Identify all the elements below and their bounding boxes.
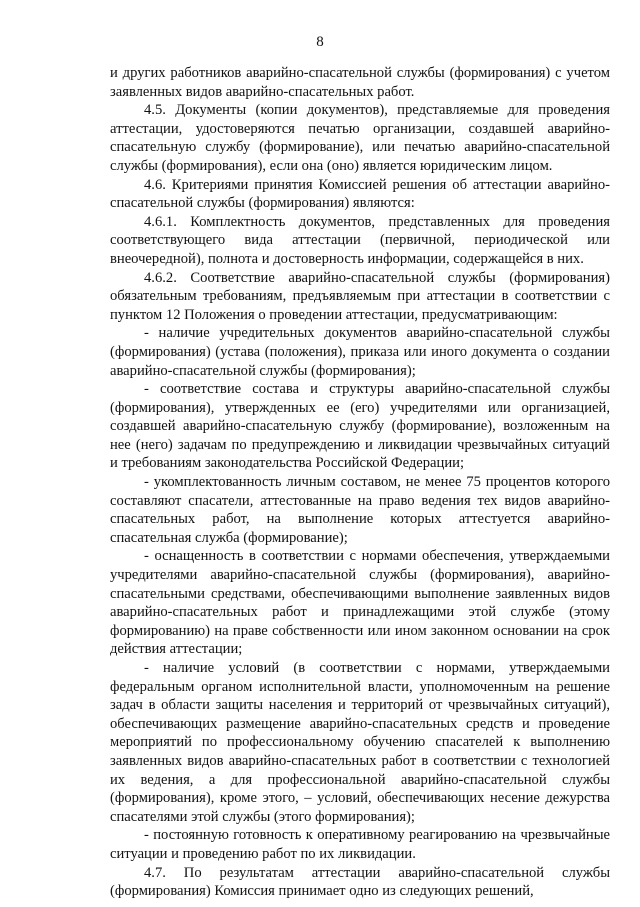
paragraph-4-6: 4.6. Критериями принятия Комиссией решения об аттестации аварийно-спасательной службы (формирования) являются: [110,176,610,212]
paragraph-4-5: 4.5. Документы (копии документов), представляемые для проведения аттестации, удостоверяются печатью организации, создавшей аварийно-спасательную службу (формирование), или печатью аварийно-спасательной службы (формирования), если она (оно) является юридическим лицом. [110,102,610,174]
list-item-structure-compliance: - соответствие состава и структуры аварийно-спасательной службы (формирования), утвержденных ее (его) учредителями или организацией, создавшей аварийно-спасательную службу (формирование), возложенным на нее (него) задачам по предупреждению и ликвидации чрезвычайных ситуаций и требованиям законодательства Российской Федерации; [110,381,610,472]
page-number: 8 [316,34,324,50]
document-body [110,64,610,901]
paragraph-4-7: 4.7. По результатам аттестации аварийно-спасательной службы (формирования) Комиссия принимает одно из следующих решений, [110,864,610,900]
list-item-readiness: - постоянную готовность к оперативному реагированию на чрезвычайные ситуации и проведению работ по их ликвидации. [110,827,610,862]
list-item-equipment: - оснащенность в соответствии с нормами обеспечения, утверждаемыми учредителями аварийно-спасательной службы (формирования), аварийно-спасательными средствами, обеспечивающими выполнение заявленных видов аварийно-спасательных работ и принадлежащими этой службе (этому формированию) на праве собственности или ином законном основании на срок действия аттестации; [110,548,610,658]
paragraph-continuation: и других работников аварийно-спасательной службы (формирования) с учетом заявленных видов аварийно-спасательных работ. [110,65,610,100]
paragraph-4-6-2: 4.6.2. Соответствие аварийно-спасательной службы (формирования) обязательным требованиям, предъявляемым при аттестации в соответствии с пунктом 12 Положения о проведении аттестации, предусматривающим: [110,269,610,323]
paragraph-4-6-1: 4.6.1. Комплектность документов, представленных для проведения соответствующего вида аттестации (первичной, периодической или внеочередной), полнота и достоверность информации, содержащейся в них. [110,213,610,267]
list-item-founding-documents: - наличие учредительных документов аварийно-спасательной службы (формирования) (устава (положения), приказа или иного документа о создании аварийно-спасательной службы (формирования); [110,325,610,379]
list-item-staffing: - укомплектованность личным составом, не менее 75 процентов которого составляют спасатели, аттестованные на право ведения тех видов аварийно-спасательных работ, на выполнение которых аттестуется аварийно-спасательная служба (формирование); [110,474,610,546]
list-item-conditions: - наличие условий (в соответствии с нормами, утверждаемыми федеральным органом исполнительной власти, уполномоченным на решение задач в области защиты населения и территорий от чрезвычайных ситуаций), обеспечивающих размещение аварийно-спасательных средств и проведение мероприятий по профессиональному обучению спасателей к выполнению заявленных видов аварийно-спасательных работ в соответствии с технологией их ведения, а для профессиональной аварийно-спасательной службы (формирования), кроме этого, – условий, обеспечивающих несение дежурства спасателями этой службы (этого формирования); [110,660,610,825]
